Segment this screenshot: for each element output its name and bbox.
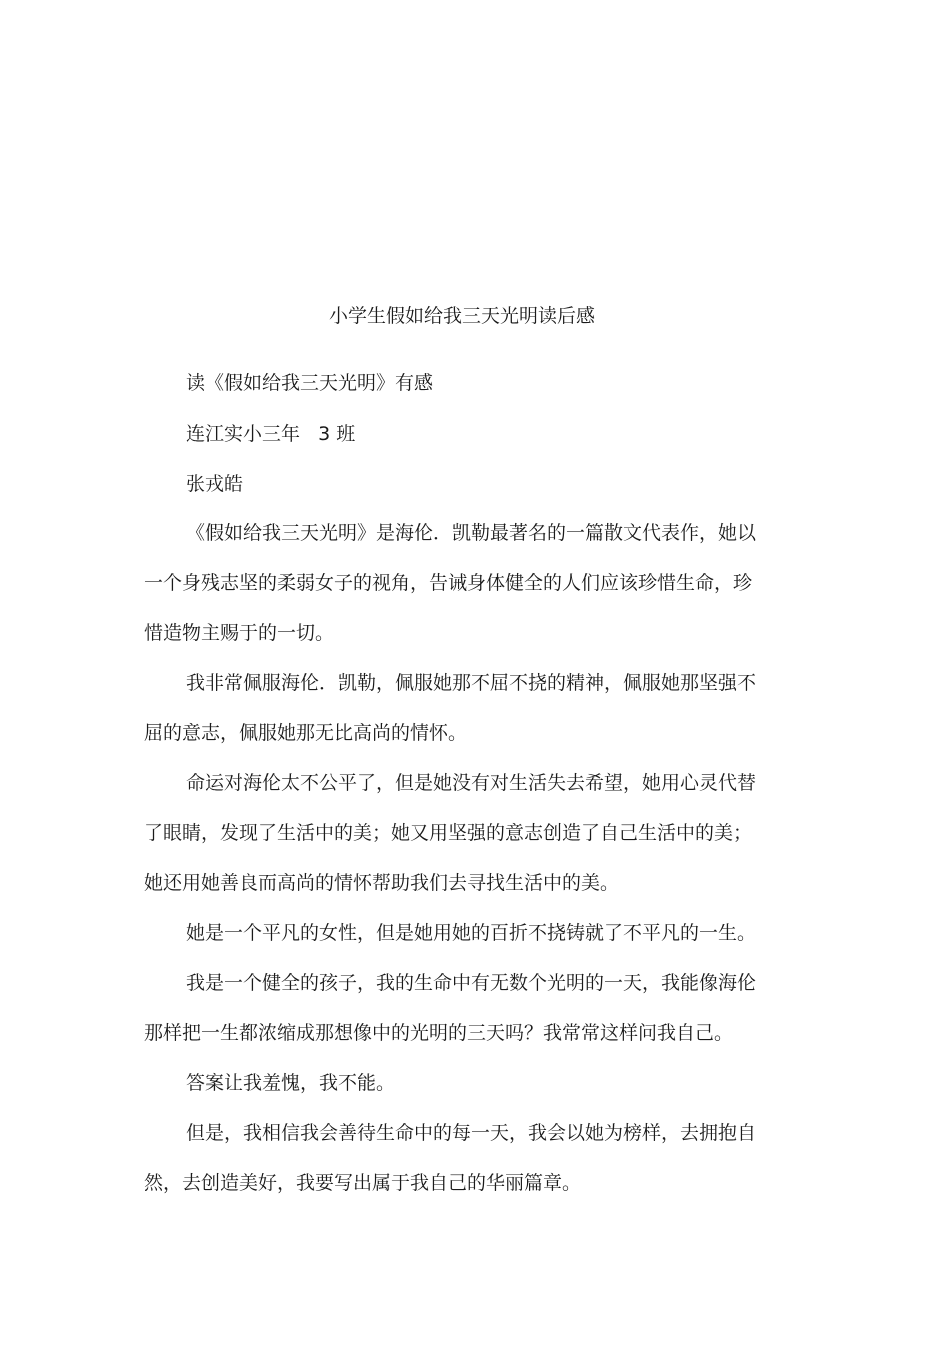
essay-subtitle: 读《假如给我三天光明》有感 xyxy=(186,372,434,394)
paragraph-3-line-2: 了眼睛，发现了生活中的美；她又用坚强的意志创造了自己生活中的美； xyxy=(144,822,753,844)
paragraph-1-line-3: 惜造物主赐于的一切。 xyxy=(144,622,335,644)
school-class: 连江实小三年 3 班 xyxy=(186,423,356,445)
author-name: 张戎皓 xyxy=(186,473,244,495)
document-title: 小学生假如给我三天光明读后感 xyxy=(328,305,595,327)
paragraph-7-line-2: 然，去创造美好，我要写出属于我自己的华丽篇章。 xyxy=(144,1172,582,1194)
paragraph-7-line-1: 但是，我相信我会善待生命中的每一天，我会以她为榜样，去拥抱自 xyxy=(186,1122,757,1144)
paragraph-5-line-1: 我是一个健全的孩子，我的生命中有无数个光明的一天，我能像海伦 xyxy=(186,972,757,994)
paragraph-3-line-3: 她还用她善良而高尚的情怀帮助我们去寻找生活中的美。 xyxy=(144,872,620,894)
paragraph-4-line-1: 她是一个平凡的女性，但是她用她的百折不挠铸就了不平凡的一生。 xyxy=(186,922,757,944)
paragraph-5-line-2: 那样把一生都浓缩成那想像中的光明的三天吗？我常常这样问我自己。 xyxy=(144,1022,734,1044)
paragraph-6-line-1: 答案让我羞愧，我不能。 xyxy=(186,1072,396,1094)
paragraph-1-line-1: 《假如给我三天光明》是海伦．凯勒最著名的一篇散文代表作，她以 xyxy=(186,522,757,544)
paragraph-3-line-1: 命运对海伦太不公平了，但是她没有对生活失去希望，她用心灵代替 xyxy=(186,772,757,794)
paragraph-1-line-2: 一个身残志坚的柔弱女子的视角，告诫身体健全的人们应该珍惜生命，珍 xyxy=(144,572,753,594)
paragraph-2-line-1: 我非常佩服海伦．凯勒，佩服她那不屈不挠的精神，佩服她那坚强不 xyxy=(186,672,757,694)
paragraph-2-line-2: 屈的意志，佩服她那无比高尚的情怀。 xyxy=(144,722,468,744)
